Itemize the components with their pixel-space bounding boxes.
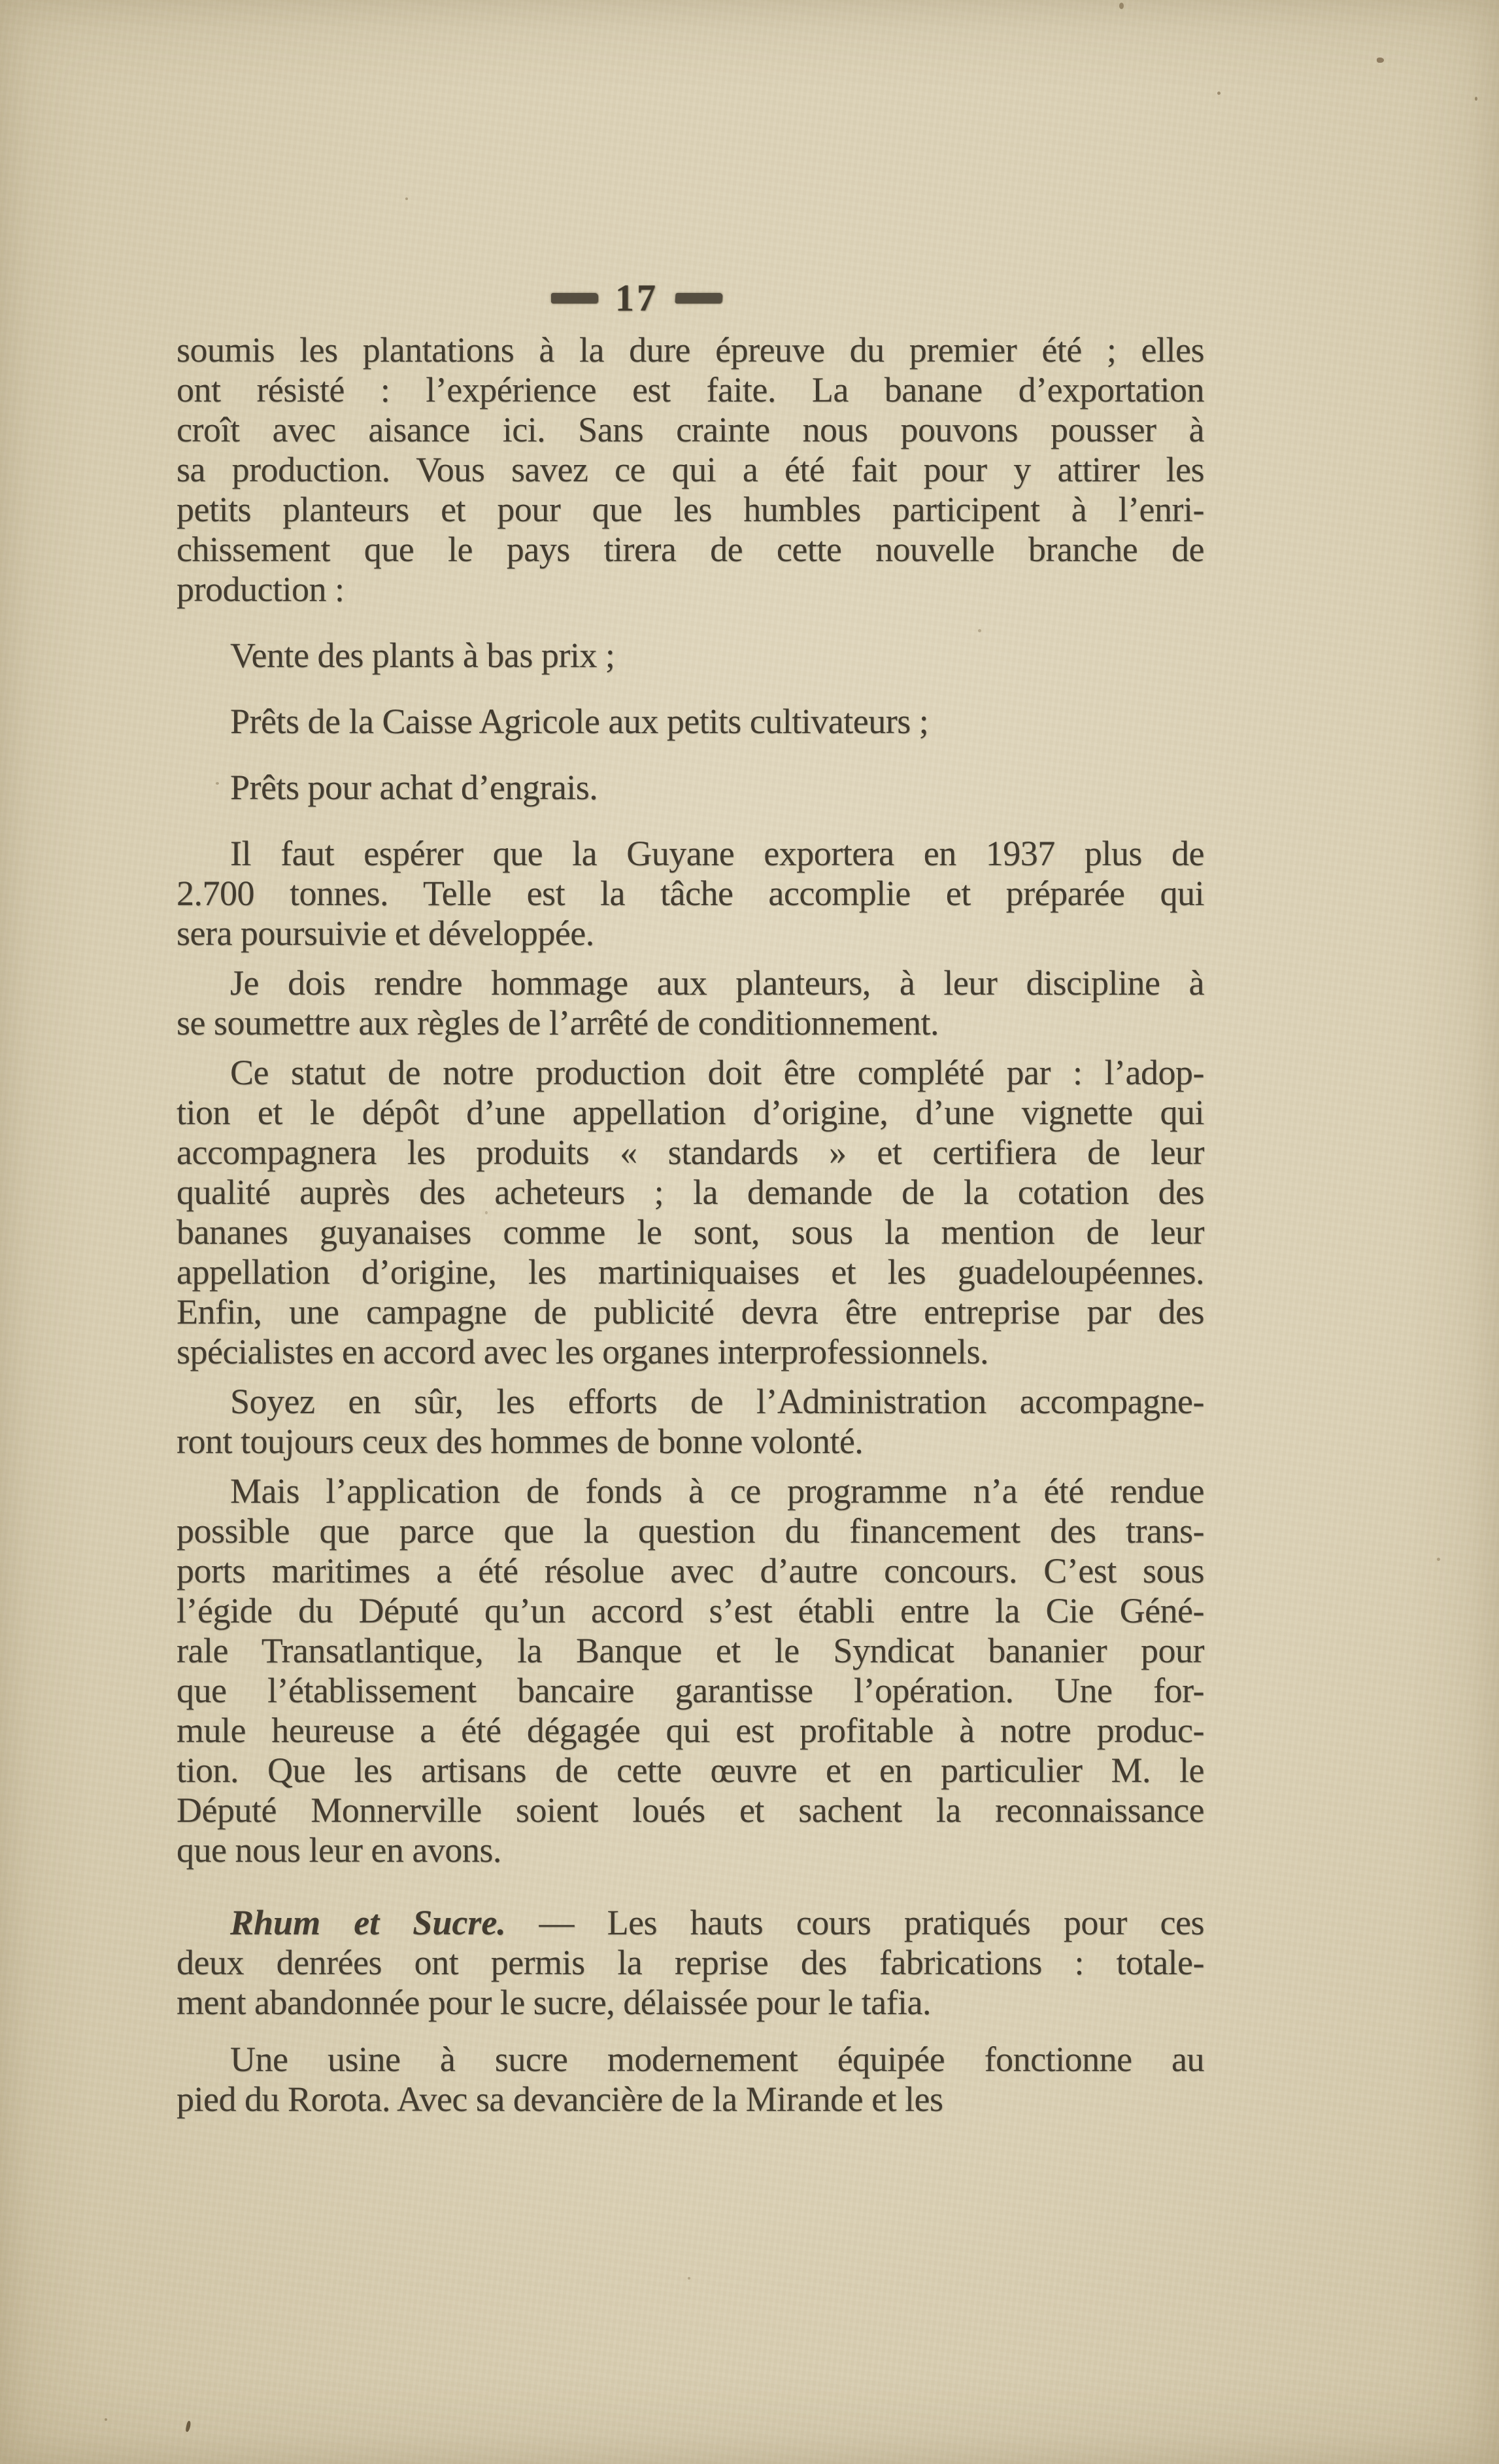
paper-speck	[1437, 1558, 1440, 1561]
text-line: production :	[177, 570, 345, 609]
paper-speck	[1475, 97, 1477, 101]
paper-speck	[688, 2277, 690, 2280]
text-line: Je dois rendre hommage aux planteurs, à leur discipline à	[230, 963, 1204, 1002]
header-dash-right-icon	[675, 293, 722, 303]
text-line: soumis les plantations à la dure épreuve du premier été ; elles	[177, 330, 1204, 369]
paragraph	[177, 1382, 1204, 1462]
text-line: Il faut espérer que la Guyane exportera en 1937 plus de	[230, 834, 1204, 873]
text-line: petits planteurs et pour que les humbles participent à l’enri-	[177, 490, 1204, 529]
paragraph	[177, 2040, 1204, 2119]
text-line: tion et le dépôt d’une appellation d’origine, d’une vignette qui	[177, 1093, 1204, 1132]
text-line: possible que parce que la question du financement des trans-	[177, 1511, 1204, 1550]
paper-speck	[1217, 92, 1221, 95]
text-line: accompagnera les produits « standards » et certifiera de leur	[177, 1133, 1204, 1172]
text-line: Soyez en sûr, les efforts de l’Administration accompagne-	[230, 1382, 1204, 1421]
paragraph	[177, 330, 1204, 609]
text-line: sera poursuivie et développée.	[177, 914, 594, 953]
text-line: appellation d’origine, les martiniquaises et les guadeloupéennes.	[177, 1252, 1204, 1292]
paper-speck	[105, 2418, 107, 2421]
text-line: deux denrées ont permis la reprise des fabrications : totale-	[177, 1943, 1204, 1982]
text-line: se soumettre aux règles de l’arrêté de conditionnement.	[177, 1003, 939, 1042]
paragraph	[177, 1053, 1204, 1372]
paper-speck	[1377, 58, 1384, 63]
text-line: croît avec aisance ici. Sans crainte nous pouvons pousser à	[177, 410, 1204, 449]
paper-speck	[185, 2421, 191, 2433]
page-text	[177, 330, 1204, 2119]
paragraph	[177, 834, 1204, 953]
text-line: 2.700 tonnes. Telle est la tâche accomplie et préparée qui	[177, 874, 1204, 913]
text-line: sa production. Vous savez ce qui a été fait pour y attirer les	[177, 450, 1204, 489]
text-line: tion. Que les artisans de cette œuvre et en particulier M. le	[177, 1751, 1204, 1790]
section-lead: Rhum et Sucre.	[230, 1903, 506, 1942]
list-item	[177, 702, 1204, 742]
text-line: ports maritimes a été résolue avec d’autre concours. C’est sous	[177, 1551, 1204, 1590]
text-line: que l’établissement bancaire garantisse l’opération. Une for-	[177, 1671, 1204, 1710]
paragraph	[177, 1471, 1204, 1870]
text-line: Ce statut de notre production doit être complété par : l’adop-	[230, 1053, 1204, 1092]
text-line: que nous leur en avons.	[177, 1830, 501, 1870]
text-line: ront toujours ceux des hommes de bonne volonté.	[177, 1422, 864, 1461]
text-line: bananes guyanaises comme le sont, sous la mention de leur	[177, 1212, 1204, 1252]
header-dash-left-icon	[551, 293, 598, 303]
text-line: l’égide du Député qu’un accord s’est établi entre la Cie Géné-	[177, 1591, 1204, 1630]
paper-speck	[405, 197, 408, 200]
text-line: Prêts pour achat d’engrais.	[230, 768, 598, 807]
paragraph	[177, 963, 1204, 1043]
text-line: Député Monnerville soient loués et sachent la reconnaissance	[177, 1790, 1204, 1830]
paper-speck	[1119, 3, 1124, 9]
text-line: Prêts de la Caisse Agricole aux petits cultivateurs ;	[230, 702, 929, 741]
text-line: mule heureuse a été dégagée qui est profitable à notre produc-	[177, 1711, 1204, 1750]
list-item	[177, 768, 1204, 808]
text-line: Rhum et Sucre. — Les hauts cours pratiqués pour ces	[230, 1903, 1204, 1942]
text-line: ont résisté : l’expérience est faite. La banane d’exportation	[177, 370, 1204, 409]
text-line: pied du Rorota. Avec sa devancière de la Mirande et les	[177, 2079, 943, 2119]
text-line: Une usine à sucre modernement équipée fonctionne au	[230, 2040, 1204, 2079]
page-number: 17	[615, 277, 658, 319]
text-line: chissement que le pays tirera de cette nouvelle branche de	[177, 530, 1204, 569]
text-line: qualité auprès des acheteurs ; la demande de la cotation des	[177, 1172, 1204, 1212]
text-line: ment abandonnée pour le sucre, délaissée pour le tafia.	[177, 1983, 932, 2022]
list-item	[177, 636, 1204, 676]
text-line: Enfin, une campagne de publicité devra être entreprise par des	[177, 1292, 1204, 1331]
paper-speck	[978, 629, 981, 632]
text-line: Vente des plants à bas prix ;	[230, 636, 615, 675]
paper-speck	[216, 782, 219, 785]
text-line: Mais l’application de fonds à ce programme n’a été rendue	[230, 1471, 1204, 1511]
text-line: rale Transatlantique, la Banque et le Syndicat bananier pour	[177, 1631, 1204, 1670]
paper-speck	[485, 1211, 488, 1214]
page-header	[551, 276, 722, 320]
paragraph	[177, 1903, 1204, 2023]
text-line: spécialistes en accord avec les organes interprofessionnels.	[177, 1332, 989, 1371]
